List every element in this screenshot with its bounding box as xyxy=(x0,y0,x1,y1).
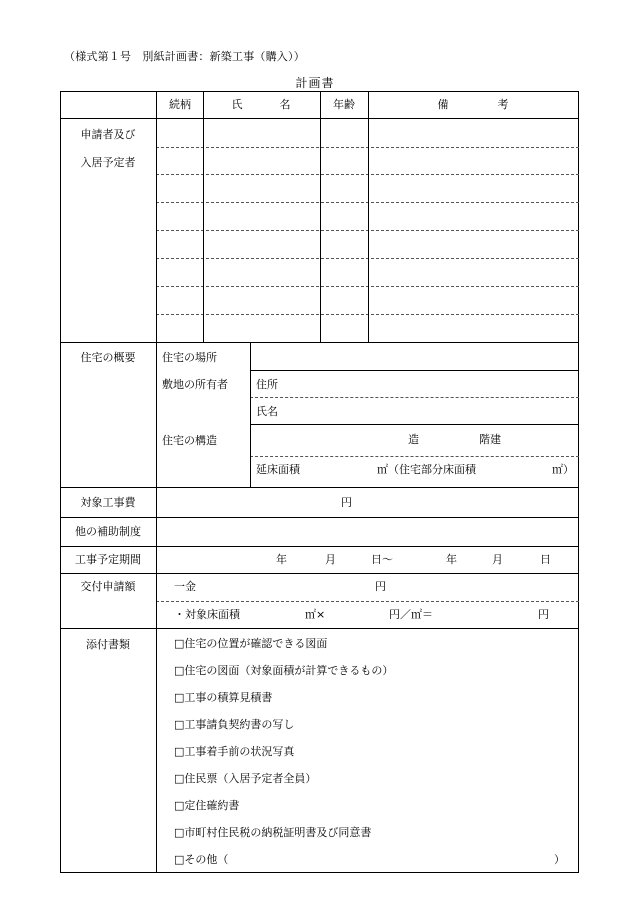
row-divider xyxy=(250,424,579,425)
period-day2: 日 xyxy=(540,553,551,566)
period-day-from: 日～ xyxy=(371,553,393,566)
row-divider xyxy=(60,517,579,518)
attachment-item-house-drawing: □住宅の図面（対象面積が計算できるもの） xyxy=(174,664,394,677)
period-label: 工事予定期間 xyxy=(75,553,141,566)
owner-row-divider xyxy=(250,397,579,398)
column-divider xyxy=(320,91,321,342)
grant-result-unit: 円 xyxy=(538,608,549,621)
period-month: 月 xyxy=(325,553,336,566)
col-header-remarks-second: 考 xyxy=(497,98,509,111)
structure-suffix: 造 xyxy=(408,433,419,446)
column-divider xyxy=(156,91,157,873)
structure-row-divider xyxy=(250,456,579,457)
grant-area-prefix: ・対象床面積 xyxy=(174,608,240,621)
attachment-item-before-photo: □工事着手前の状況写真 xyxy=(174,745,295,758)
housing-structure-label: 住宅の構造 xyxy=(162,434,217,447)
row-divider xyxy=(60,628,579,629)
attachment-item-tax-certificate: □市町村住民税の納税証明書及び同意書 xyxy=(174,826,372,839)
page-title: 計画書 xyxy=(295,76,335,90)
column-divider xyxy=(368,91,369,342)
attachment-item-contract-copy: □工事請負契約書の写し xyxy=(174,718,295,731)
grant-area-times: ㎡× xyxy=(305,608,326,621)
other-subsidy-label: 他の補助制度 xyxy=(75,525,141,538)
housing-section-label: 住宅の概要 xyxy=(80,351,136,364)
grant-amount-prefix: 一金 xyxy=(174,580,196,593)
column-divider xyxy=(250,342,251,487)
grant-label: 交付申請額 xyxy=(80,580,136,593)
attachment-item-settlement-pledge: □定住確約書 xyxy=(174,799,240,812)
owner-address-label: 住所 xyxy=(256,378,278,391)
grant-amount-unit: 円 xyxy=(375,580,386,593)
row-divider xyxy=(60,342,579,343)
period-year: 年 xyxy=(276,553,287,566)
col-header-age: 年齢 xyxy=(333,98,355,111)
applicant-section-label-line1: 申請者及び xyxy=(80,128,136,141)
form-number-label: （様式第１号 別紙計画書：新築工事（購入）） xyxy=(64,50,305,63)
col-header-relation: 続柄 xyxy=(169,98,191,111)
period-year2: 年 xyxy=(446,553,457,566)
floor-area-close: ㎡） xyxy=(552,463,574,476)
row-divider xyxy=(60,573,579,574)
owner-name-label: 氏名 xyxy=(256,405,278,418)
attachment-item-estimate: □工事の積算見積書 xyxy=(174,691,273,704)
attachment-item-location-map: □住宅の位置が確認できる図面 xyxy=(174,637,328,650)
grant-row-divider xyxy=(156,601,579,602)
floor-area-unit: ㎡（住宅部分床面積 xyxy=(377,463,476,476)
attachment-item-resident-record: □住民票（入居予定者全員） xyxy=(174,772,317,785)
attachment-item-other: □その他（ xyxy=(174,853,229,866)
cost-unit: 円 xyxy=(341,496,352,509)
floors-suffix: 階建 xyxy=(479,433,501,446)
period-month2: 月 xyxy=(492,553,503,566)
applicant-section-label-line2: 入居予定者 xyxy=(80,156,136,169)
grant-per-sqm: 円／㎡＝ xyxy=(389,608,433,621)
row-divider xyxy=(60,546,579,547)
row-divider xyxy=(250,370,579,371)
col-header-name-first: 氏 xyxy=(231,98,243,111)
cost-label: 対象工事費 xyxy=(80,496,136,509)
column-divider xyxy=(203,91,204,342)
housing-location-label: 住宅の場所 xyxy=(162,351,217,364)
attachment-other-close: ） xyxy=(554,853,565,866)
floor-area-label: 延床面積 xyxy=(256,463,300,476)
attachments-label: 添付書類 xyxy=(86,638,130,651)
col-header-remarks-first: 備 xyxy=(437,98,449,111)
row-divider xyxy=(60,487,579,488)
site-owner-label: 敷地の所有者 xyxy=(162,378,228,391)
col-header-name-second: 名 xyxy=(279,98,291,111)
